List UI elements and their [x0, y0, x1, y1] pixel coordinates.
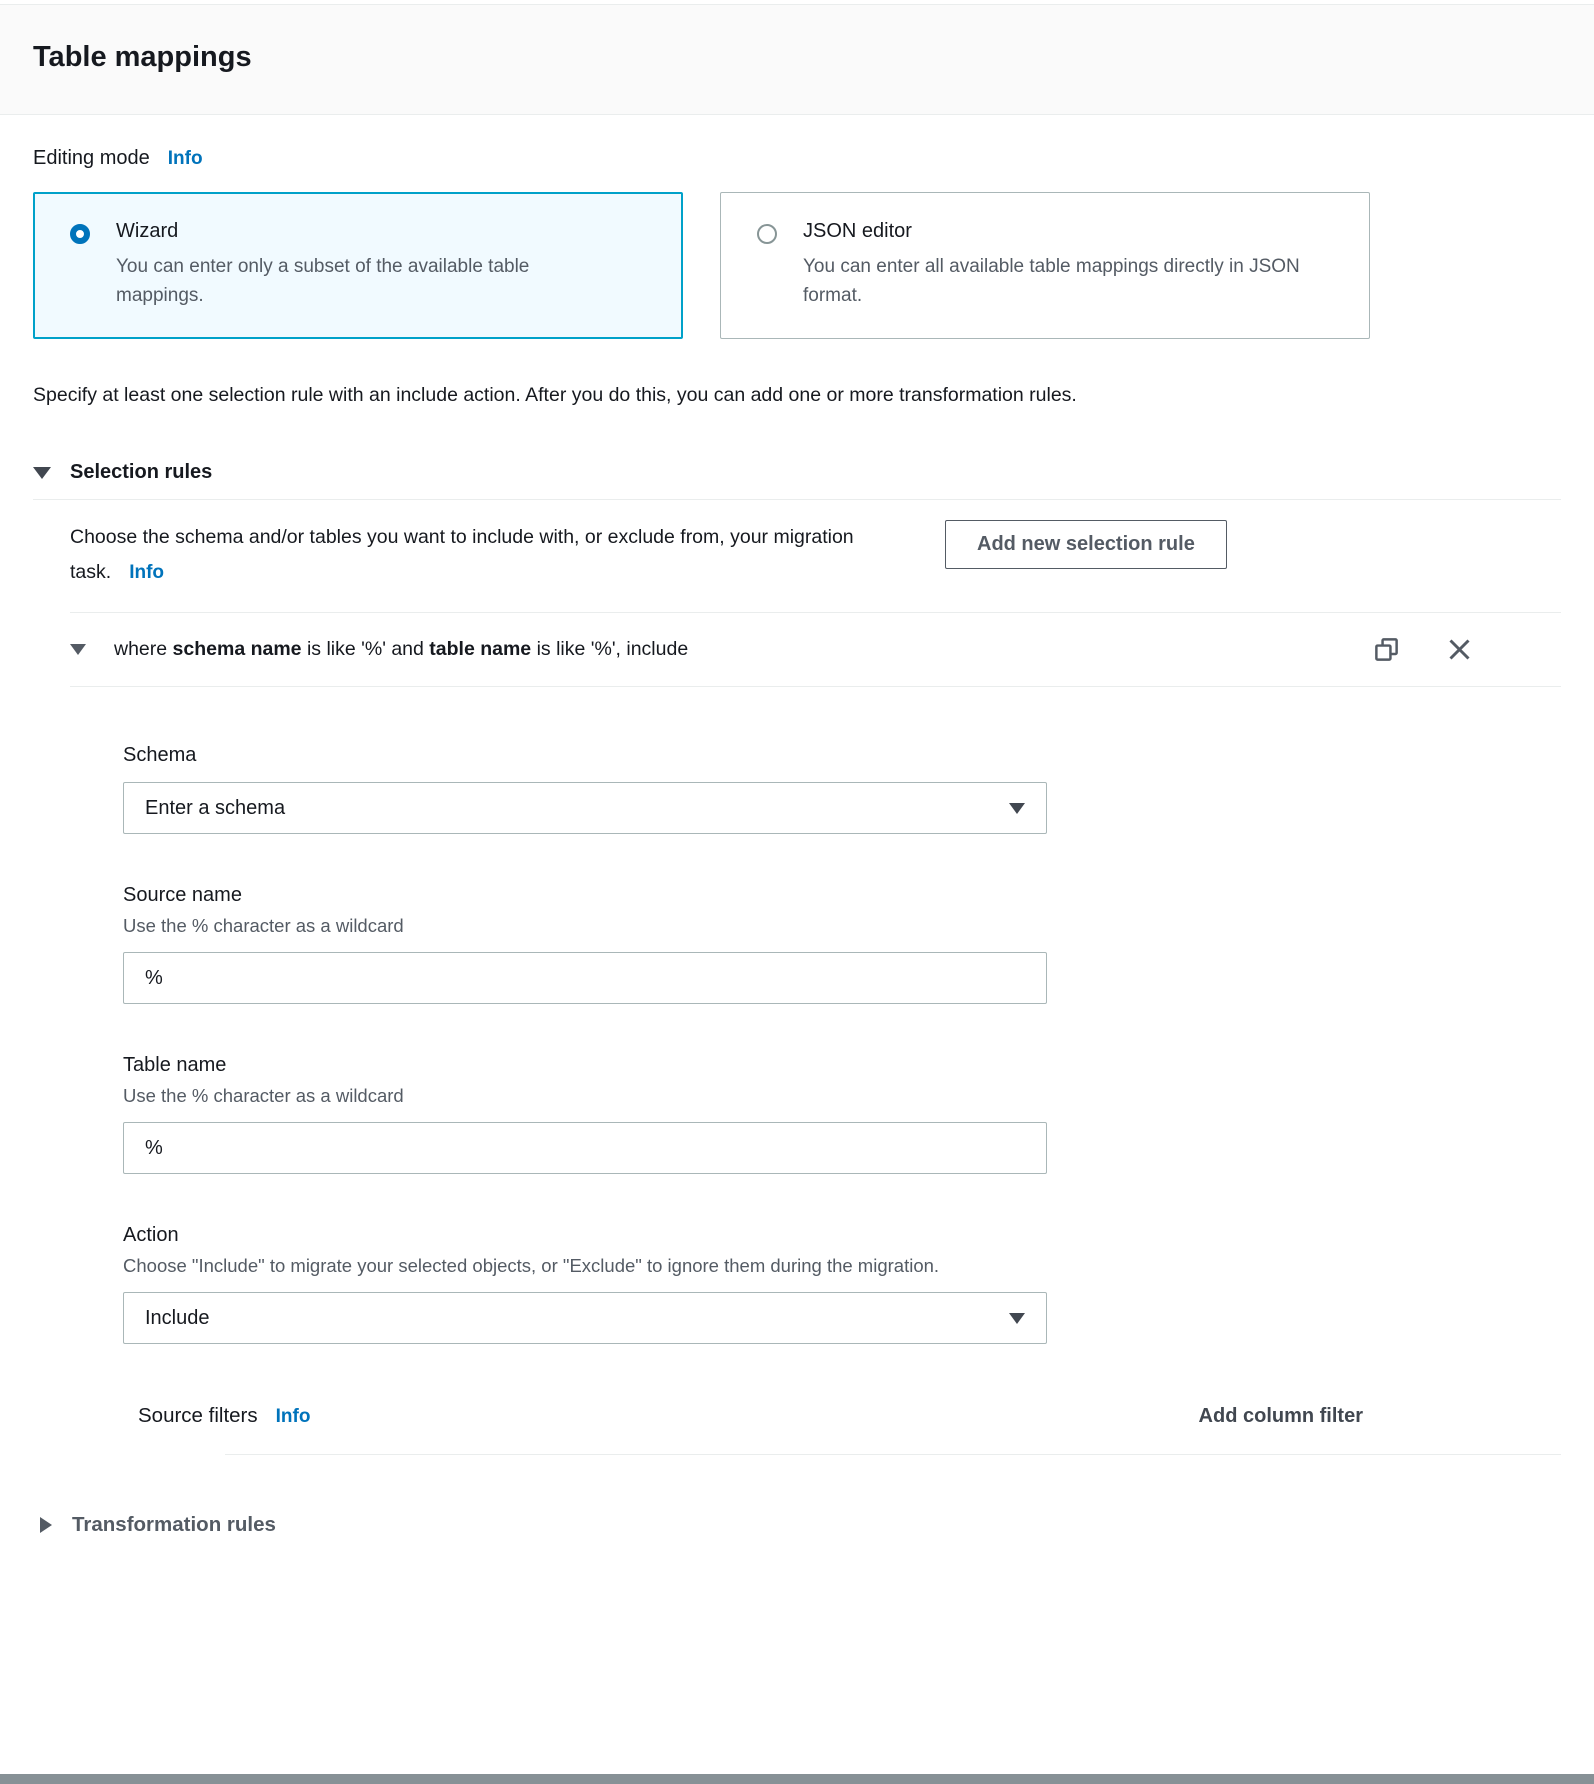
action-field [123, 1224, 1561, 1344]
rule-summary-part: is like '%' and [301, 638, 430, 661]
editing-mode-card-wizard[interactable] [33, 192, 683, 339]
source-filters-label: Source filters [138, 1404, 258, 1428]
selection-rule-row [33, 613, 1561, 686]
intro-text: Specify at least one selection rule with an include action. After you do this, you can add one or more transformation rules. [33, 383, 1077, 406]
chevron-down-icon[interactable] [70, 644, 86, 655]
selection-rules-description [70, 520, 945, 590]
schema-select-value: Enter a schema [145, 796, 286, 819]
action-select[interactable] [123, 1292, 1047, 1344]
rule-summary-table-name: table name [429, 638, 532, 661]
json-editor-card-label: JSON editor [803, 220, 912, 242]
schema-select[interactable] [123, 782, 1047, 834]
source-name-label: Source name [123, 884, 242, 907]
action-helper: Choose "Include" to migrate your selected objects, or "Exclude" to ignore them during the migration. [123, 1255, 940, 1277]
divider [70, 686, 1561, 687]
table-name-field [123, 1054, 1561, 1174]
divider [33, 499, 1561, 500]
page-title: Table mappings [33, 41, 252, 73]
close-icon[interactable] [1446, 636, 1473, 663]
chevron-down-icon [33, 467, 51, 479]
table-mappings-panel [0, 147, 1594, 1537]
rule-summary-part: is like '%', include [531, 638, 689, 661]
rule-summary-part: where [114, 638, 173, 661]
rule-actions [1373, 636, 1561, 663]
json-editor-card-description: You can enter all available table mappings directly in JSON format. [803, 256, 1300, 307]
editing-mode-row [33, 147, 1561, 170]
rule-summary-schema-name: schema name [172, 638, 302, 661]
selection-rules-info-link[interactable]: Info [129, 562, 165, 584]
wizard-card-label: Wizard [116, 220, 179, 242]
editing-mode-card-json-editor[interactable] [720, 192, 1370, 339]
source-filters-info-link[interactable]: Info [275, 1406, 311, 1428]
selection-rules-description-text: Choose the schema and/or tables you want to include with, or exclude from, your migration task. [70, 526, 854, 584]
divider [225, 1454, 1561, 1455]
radio-unchecked-icon[interactable] [757, 224, 777, 244]
source-name-field [123, 884, 1561, 1004]
copy-icon[interactable] [1373, 636, 1400, 663]
action-select-value: Include [145, 1306, 210, 1329]
action-label: Action [123, 1224, 179, 1247]
schema-label: Schema [123, 744, 197, 767]
selection-rules-header[interactable] [33, 461, 1561, 484]
editing-mode-label: Editing mode [33, 147, 150, 169]
add-new-selection-rule-button[interactable]: Add new selection rule [945, 520, 1227, 569]
wizard-card-body [116, 220, 596, 311]
footer-bar [0, 1774, 1594, 1784]
add-column-filter-button[interactable]: Add column filter [1198, 1405, 1363, 1428]
table-name-label: Table name [123, 1054, 227, 1077]
editing-mode-cards [33, 192, 1561, 339]
page-header [0, 4, 1594, 115]
selection-rules-description-row [33, 520, 1561, 590]
table-name-helper: Use the % character as a wildcard [123, 1085, 404, 1107]
chevron-down-icon [1009, 803, 1025, 814]
transformation-rules-title: Transformation rules [72, 1513, 276, 1537]
radio-checked-icon[interactable] [70, 224, 90, 244]
transformation-rules-header[interactable] [33, 1513, 1561, 1537]
selection-rule-summary [114, 638, 688, 661]
json-editor-card-body [803, 220, 1318, 311]
selection-rule-form [33, 744, 1561, 1344]
table-name-input[interactable] [123, 1122, 1047, 1174]
source-name-helper: Use the % character as a wildcard [123, 915, 404, 937]
chevron-right-icon [40, 1517, 52, 1533]
wizard-card-description: You can enter only a subset of the available table mappings. [116, 256, 530, 307]
schema-field [123, 744, 1561, 834]
selection-rules-title: Selection rules [70, 461, 213, 484]
editing-mode-info-link[interactable]: Info [167, 148, 203, 169]
chevron-down-icon [1009, 1313, 1025, 1324]
source-name-input[interactable] [123, 952, 1047, 1004]
source-filters-row [33, 1404, 1561, 1428]
